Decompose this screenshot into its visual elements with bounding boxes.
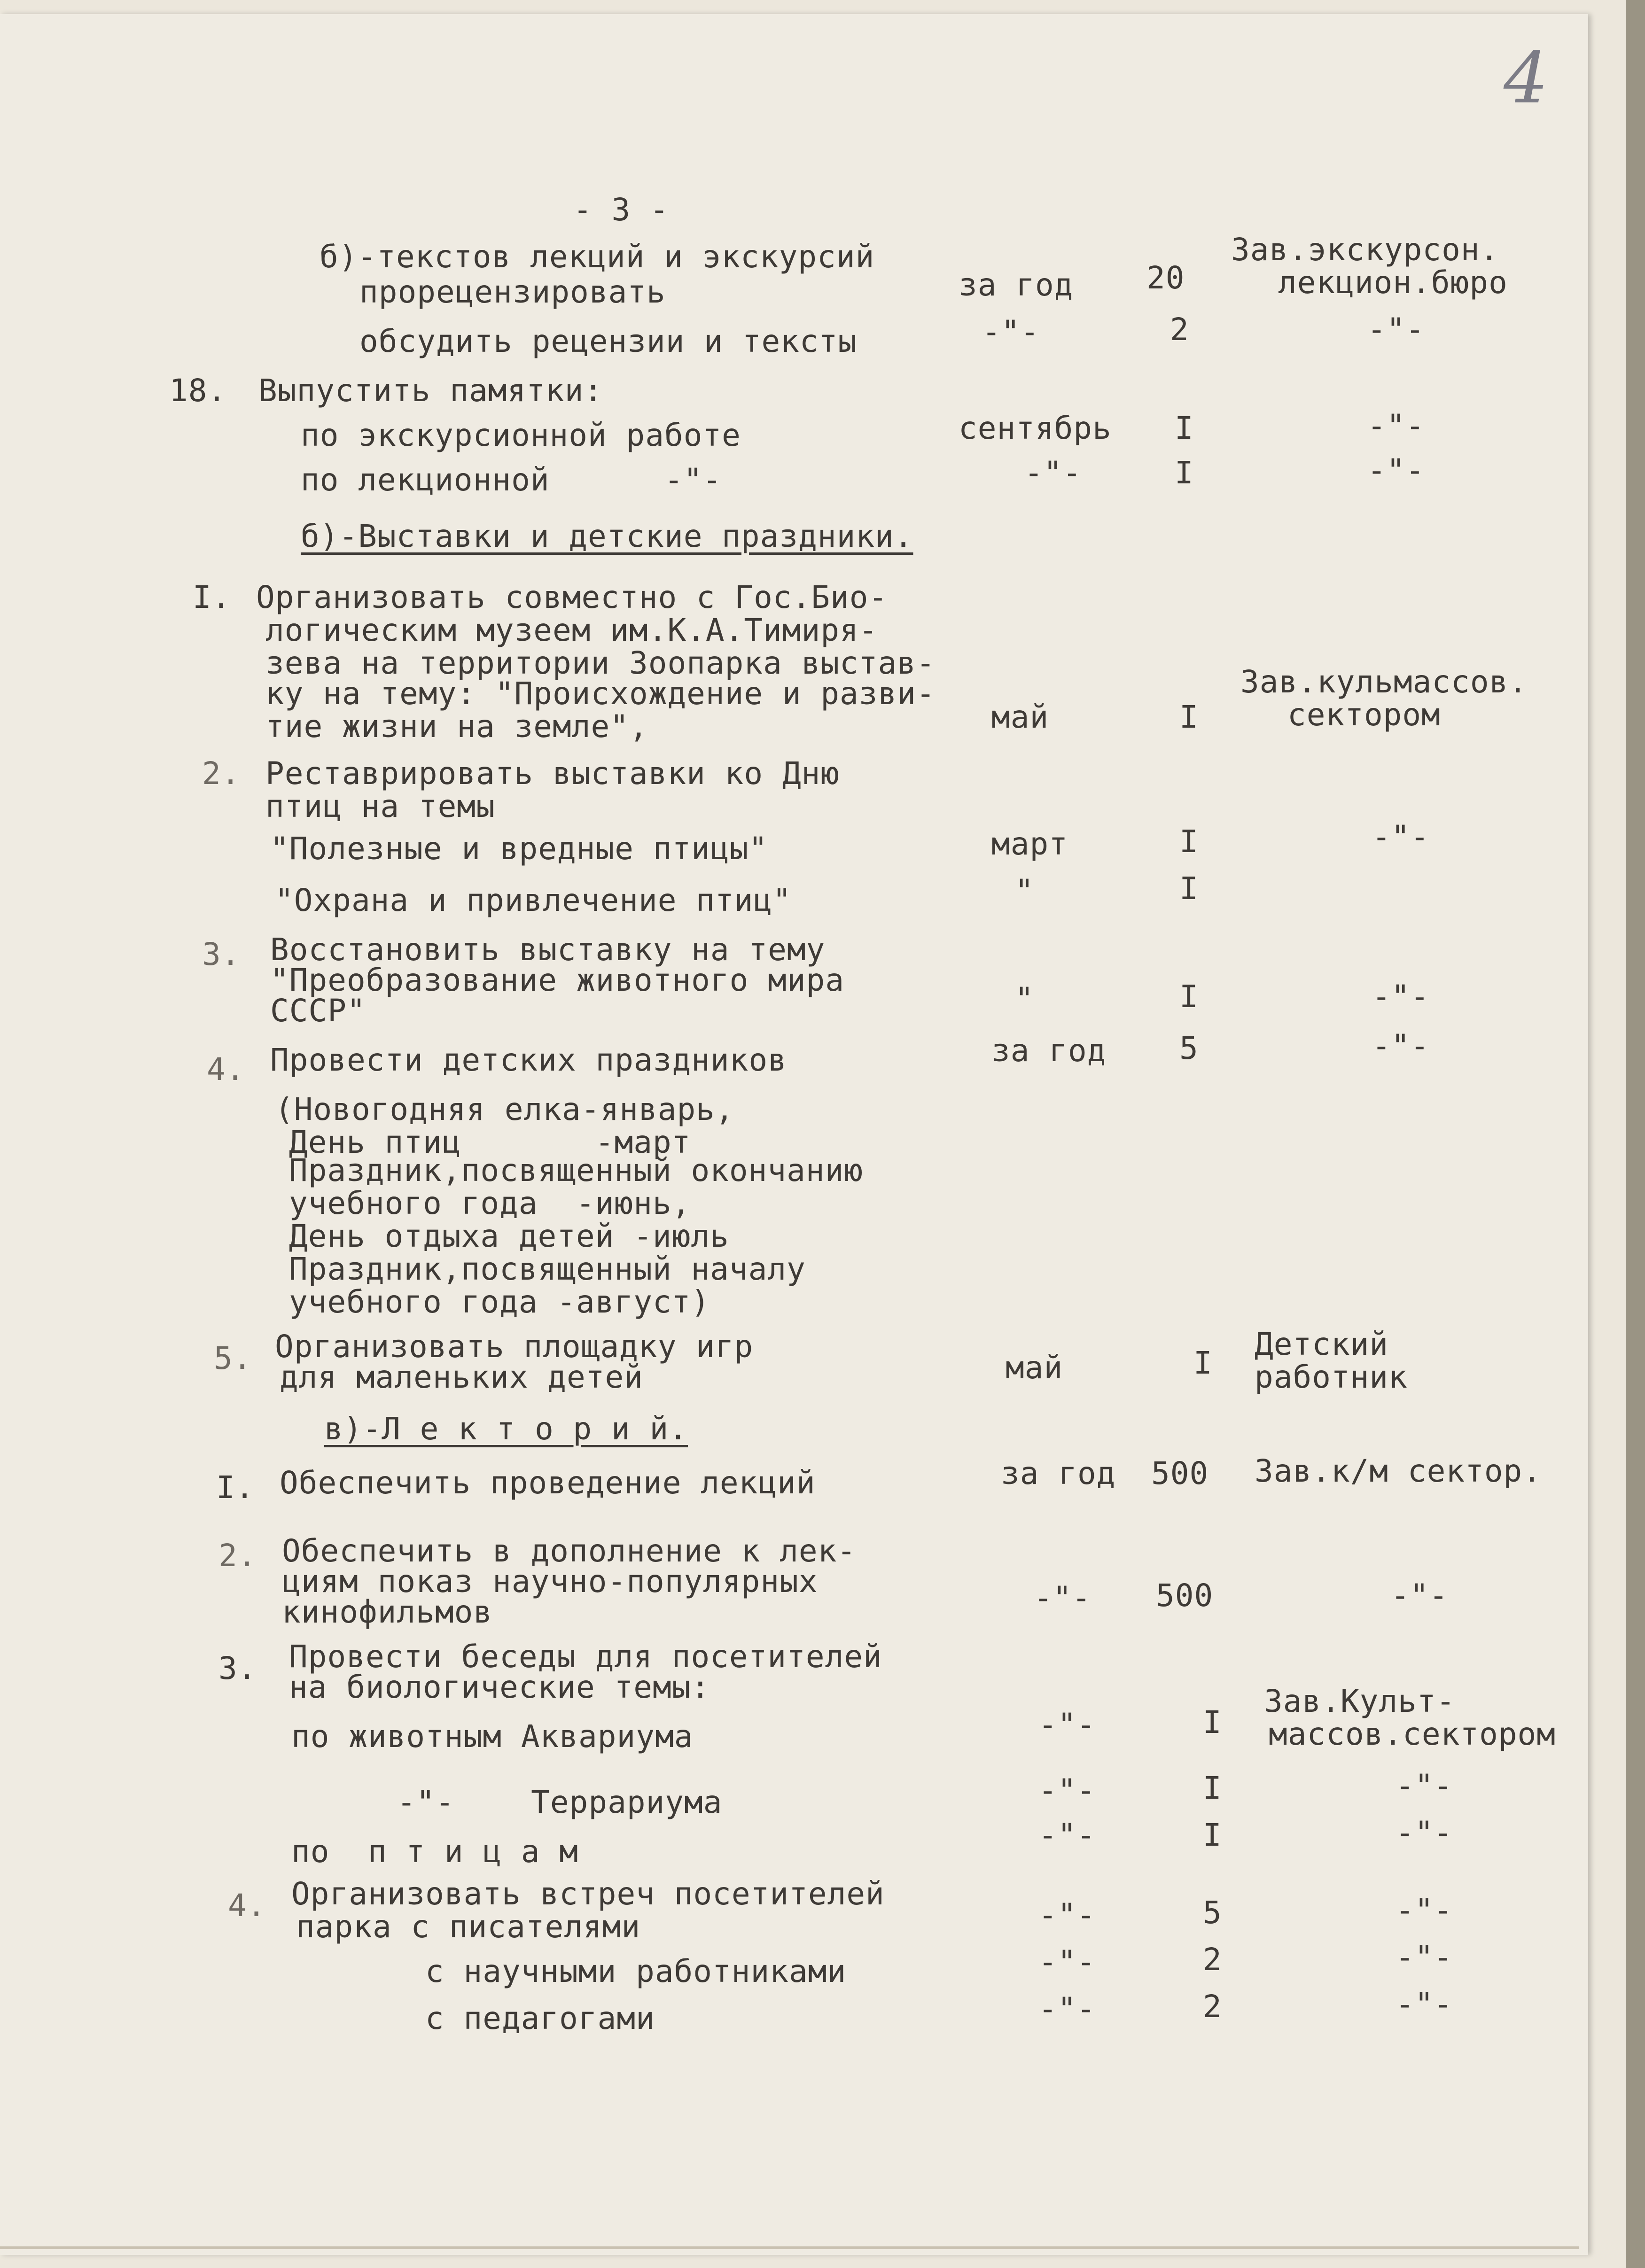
sv-i3-a: по животным Аквариума bbox=[291, 1718, 694, 1755]
sv-i2-num: 2. bbox=[218, 1538, 257, 1574]
handwritten-page-number: 4 bbox=[1504, 38, 1549, 119]
sv-i1-num: I. bbox=[216, 1469, 255, 1506]
sv-i3-c-qty: I bbox=[1203, 1817, 1222, 1853]
sv-i4-l2: парка с писателями bbox=[296, 1909, 641, 1945]
sb-i3-l1: Восстановить выставку на тему bbox=[270, 932, 826, 968]
sv-i3-b: -"- Террариума bbox=[397, 1784, 723, 1820]
b-line1: б)-текстов лекций и экскурсий bbox=[320, 239, 875, 275]
resp1-line1: Зав.экскурсон. bbox=[1231, 232, 1499, 268]
item18-row2-when: -"- bbox=[1024, 455, 1082, 491]
sv-i4-qty: 5 bbox=[1203, 1895, 1222, 1931]
sb-i2-l1: Реставрировать выставки ко Дню bbox=[265, 755, 840, 792]
sb-i1-l5: тие жизни на земле", bbox=[265, 708, 648, 745]
sb-i1-l1: Организовать совместно с Гос.Био- bbox=[256, 579, 888, 615]
sb-i1-resp1: Зав.кульмассов. bbox=[1240, 664, 1528, 700]
sb-i1-l2: логическим музеем им.К.А.Тимиря- bbox=[265, 612, 878, 648]
sb-i5-qty: I bbox=[1193, 1345, 1213, 1381]
sb-i3-l3: СССР" bbox=[270, 993, 366, 1029]
item18-row1-resp: -"- bbox=[1367, 408, 1425, 444]
sb-i2-a: "Полезные и вредные птицы" bbox=[270, 831, 768, 867]
sb-i1-qty: I bbox=[1179, 699, 1199, 735]
sv-i3-b-resp: -"- bbox=[1396, 1768, 1453, 1804]
discuss-when: -"- bbox=[982, 314, 1040, 350]
item18-title: Выпустить памятки: bbox=[258, 373, 603, 409]
sb-i3-l2: "Преобразование животного мира bbox=[270, 962, 845, 998]
b-qty: 20 bbox=[1146, 260, 1185, 296]
sv-i3-l1: Провести беседы для посетителей bbox=[289, 1639, 882, 1675]
sb-i5-resp1: Детский bbox=[1255, 1326, 1389, 1362]
sv-i4-l1: Организовать встреч посетителей bbox=[291, 1876, 885, 1912]
sv-i3-c: по п т и ц а м bbox=[291, 1833, 579, 1870]
sb-i1-l4: ку на тему: "Происхождение и разви- bbox=[265, 676, 936, 712]
sv-i4-b-resp: -"- bbox=[1396, 1939, 1453, 1975]
sb-i2-num: 2. bbox=[202, 755, 241, 792]
sv-i4-resp: -"- bbox=[1396, 1892, 1453, 1928]
sb-i4-d2: День птиц -март bbox=[289, 1124, 691, 1160]
sv-i2-resp: -"- bbox=[1391, 1577, 1449, 1614]
sb-i2-l2: птиц на темы bbox=[265, 788, 495, 824]
sb-i3-when: " bbox=[1015, 981, 1034, 1017]
discuss-text: обсудить рецензии и тексты bbox=[359, 323, 858, 359]
sb-i4-resp: -"- bbox=[1372, 1028, 1430, 1064]
sb-i4-d3: Праздник,посвященный окончанию bbox=[289, 1152, 864, 1188]
item18-num: 18. bbox=[169, 373, 227, 409]
sv-i2-l3: кинофильмов bbox=[282, 1594, 493, 1630]
sb-i4-d4: учебного года -июнь, bbox=[289, 1185, 691, 1221]
sb-i5-when: май bbox=[1006, 1350, 1063, 1386]
sv-i3-b-when: -"- bbox=[1038, 1772, 1096, 1809]
sv-i1-resp: Зав.к/м сектор. bbox=[1255, 1453, 1542, 1489]
sb-i5-l2: для маленьких детей bbox=[280, 1359, 643, 1395]
sv-i4-c-qty: 2 bbox=[1203, 1988, 1222, 2025]
sb-i4-d7: учебного года -август) bbox=[289, 1284, 710, 1320]
b-line2: прорецензировать bbox=[359, 274, 666, 310]
sv-i3-c-when: -"- bbox=[1038, 1817, 1096, 1853]
sb-i2-a-resp: -"- bbox=[1372, 819, 1430, 855]
sb-i1-l3: зева на территории Зоопарка выстав- bbox=[265, 645, 936, 681]
item18-row2-qty: I bbox=[1175, 455, 1194, 491]
sb-i2-a-when: март bbox=[991, 826, 1068, 862]
sb-i2-b-when: " bbox=[1015, 873, 1034, 909]
b-when: за год bbox=[959, 267, 1074, 303]
sv-i2-l1: Обеспечить в дополнение к лек- bbox=[282, 1533, 857, 1569]
sb-i4-d5: День отдыха детей -июль bbox=[289, 1218, 729, 1254]
sv-i4-b-when: -"- bbox=[1038, 1944, 1096, 1980]
sv-i3-a-when: -"- bbox=[1038, 1707, 1096, 1743]
sb-i4-num: 4. bbox=[207, 1051, 245, 1087]
page-number: - 3 - bbox=[573, 192, 669, 228]
sb-i4-d1: (Новогодняя елка-январь, bbox=[275, 1091, 734, 1127]
sv-i3-a-qty: I bbox=[1203, 1704, 1222, 1740]
sv-i1-qty: 500 bbox=[1151, 1455, 1209, 1491]
section-v-heading: в)-Л е к т о р и й. bbox=[324, 1411, 688, 1447]
item18-row2-text: по лекционной -"- bbox=[301, 462, 722, 498]
sb-i4-d6: Праздник,посвященный началу bbox=[289, 1251, 806, 1287]
paper-bottom-edge bbox=[0, 2246, 1579, 2249]
sb-i5-num: 5. bbox=[214, 1340, 252, 1376]
sv-i2-when: -"- bbox=[1034, 1580, 1091, 1616]
sv-i4-when: -"- bbox=[1038, 1897, 1096, 1933]
item18-row1-text: по экскурсионной работе bbox=[301, 417, 741, 453]
sv-i4-b-qty: 2 bbox=[1203, 1942, 1222, 1978]
sv-i2-l2: циям показ научно-популярных bbox=[282, 1563, 818, 1600]
sv-i3-num: 3. bbox=[218, 1650, 257, 1686]
sv-i4-c-resp: -"- bbox=[1396, 1986, 1453, 2022]
sb-i2-b: "Охрана и привлечение птиц" bbox=[275, 882, 792, 918]
resp1-line2: лекцион.бюро bbox=[1278, 264, 1508, 301]
sv-i4-num: 4. bbox=[228, 1887, 266, 1924]
item18-row1-when: сентябрь bbox=[959, 410, 1112, 446]
item18-row2-resp: -"- bbox=[1367, 452, 1425, 489]
sb-i2-a-qty: I bbox=[1179, 823, 1199, 860]
sb-i4-qty: 5 bbox=[1179, 1030, 1199, 1066]
item18-row1-qty: I bbox=[1175, 410, 1194, 446]
sb-i3-num: 3. bbox=[202, 936, 241, 972]
sv-i2-qty: 500 bbox=[1156, 1577, 1214, 1614]
sv-i4-c: с педагогами bbox=[425, 2000, 655, 2036]
sv-i4-b: с научными работниками bbox=[425, 1953, 847, 1989]
sb-i4-l1: Провести детских праздников bbox=[270, 1042, 787, 1078]
sv-i3-l2: на биологические темы: bbox=[289, 1669, 710, 1705]
sb-i3-resp: -"- bbox=[1372, 979, 1430, 1015]
sb-i5-resp2: работник bbox=[1255, 1359, 1408, 1395]
sv-i3-resp2: массов.сектором bbox=[1269, 1716, 1556, 1752]
sb-i2-b-qty: I bbox=[1179, 870, 1199, 907]
sv-i1-when: за год bbox=[1001, 1455, 1116, 1491]
sb-i1-when: май bbox=[991, 699, 1049, 735]
discuss-resp: -"- bbox=[1367, 311, 1425, 348]
sv-i3-resp1: Зав.Культ- bbox=[1264, 1683, 1456, 1719]
sb-i1-num: I. bbox=[193, 579, 231, 615]
section-b-heading: б)-Выставки и детские праздники. bbox=[301, 518, 913, 554]
sb-i4-when: за год bbox=[991, 1033, 1107, 1069]
sv-i3-b-qty: I bbox=[1203, 1770, 1222, 1806]
discuss-qty: 2 bbox=[1170, 311, 1189, 348]
sb-i3-qty: I bbox=[1179, 979, 1199, 1015]
sv-i1-text: Обеспечить проведение лекций bbox=[280, 1465, 816, 1501]
sv-i4-c-when: -"- bbox=[1038, 1991, 1096, 2027]
sb-i5-l1: Организовать площадку игр bbox=[275, 1328, 754, 1365]
sb-i1-resp2: сектором bbox=[1287, 697, 1441, 733]
sv-i3-c-resp: -"- bbox=[1396, 1815, 1453, 1851]
